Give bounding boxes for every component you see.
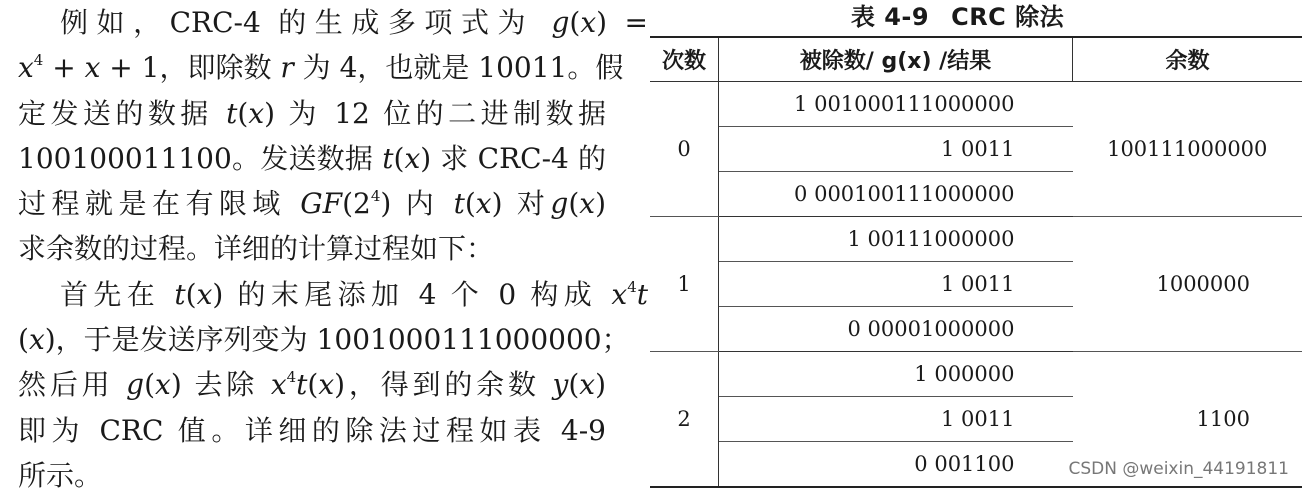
text-span: ( (464, 187, 476, 221)
text-line (18, 408, 606, 453)
text-span: 然后用 (18, 368, 127, 402)
math-var: t (382, 141, 394, 175)
text-line (18, 272, 648, 317)
math-var: t (296, 368, 308, 402)
watermark: CSDN @weixin_44191811 (1068, 459, 1289, 479)
text-span: 求余数的过程。详细的计算过程如下： (18, 232, 495, 266)
math-var: x (611, 277, 628, 311)
superscript: 4 (286, 368, 297, 387)
text-span: 首先在 (60, 277, 175, 311)
math-var: g (550, 187, 569, 221)
text-span: ) (595, 187, 607, 221)
remainder-cell: 1000000 (1073, 217, 1303, 352)
header-dividend: 被除数/ g(x) /结果 (719, 37, 1073, 82)
text-line (18, 136, 606, 181)
text-span: 过程就是在有限域 (18, 187, 301, 221)
table-row (650, 82, 1302, 127)
step-index: 2 (650, 352, 719, 488)
text-line (18, 362, 606, 407)
text-span: ) 去除 (170, 368, 271, 402)
text-span: 100100011100。发送数据 (18, 141, 383, 175)
divisor-cell: 1 0011 (719, 262, 1073, 307)
math-var: g (551, 6, 570, 39)
math-var: x (318, 368, 335, 402)
text-line (18, 453, 618, 498)
header-remainder: 余数 (1073, 37, 1303, 82)
superscript: 4 (370, 187, 381, 206)
table-header-row (650, 37, 1302, 82)
text-span: ) 为 12 位的二进制数据 (264, 96, 606, 130)
text-span: ( (18, 323, 29, 357)
math-var: y (552, 368, 569, 402)
dividend-cell: 1 00111000000 (719, 217, 1073, 262)
remainder-cell: 1100 (1073, 352, 1303, 488)
text-span: ) 对 (491, 187, 551, 221)
table-caption (610, 0, 1305, 36)
table-number: 表 4-9 (850, 3, 930, 31)
math-var: x (84, 51, 101, 85)
math-var: x (248, 96, 265, 130)
text-span: 例如，CRC-4 的生成多项式为 (60, 6, 552, 39)
crc-division-table (650, 36, 1302, 488)
text-span: + (43, 51, 85, 85)
crc-division-table-block (650, 0, 1305, 488)
text-span: ( (307, 368, 319, 402)
text-line (18, 181, 606, 226)
header-count: 次数 (650, 37, 719, 82)
text-span: ( (568, 368, 580, 402)
text-span: ) = (596, 6, 648, 39)
dividend-cell: 1 001000111000000 (719, 82, 1073, 127)
text-span: 所示。 (18, 458, 103, 492)
body-text (18, 0, 648, 498)
math-var: x (579, 368, 596, 402)
math-var: x (155, 368, 171, 402)
text-span: ( (568, 187, 580, 221)
math-var: x (580, 6, 597, 39)
text-span: + 1，即除数 (100, 51, 281, 85)
dividend-cell: 1 000000 (719, 352, 1073, 397)
text-span: ( (237, 96, 249, 130)
text-span: 为 4，也就是 10011。假 (293, 51, 624, 85)
math-var: r (280, 51, 294, 85)
math-var: x (28, 323, 45, 357)
remainder-cell: 100111000000 (1073, 82, 1303, 217)
text-span: ( (569, 6, 581, 39)
text-span: )，得到的余数 (334, 368, 553, 402)
math-var: t (636, 277, 648, 311)
result-cell: 0 001100 (914, 452, 1015, 476)
text-span: ( (185, 277, 197, 311)
text-line (18, 226, 618, 271)
math-var: x (18, 51, 34, 85)
paragraph-1 (18, 0, 648, 272)
text-span: ) 求 CRC-4 的 (420, 141, 606, 175)
table-name: CRC 除法 (951, 3, 1065, 31)
divisor-cell: 1 0011 (719, 397, 1073, 442)
math-var: t (174, 277, 186, 311)
superscript: 4 (33, 51, 44, 70)
paragraph-2 (18, 272, 648, 498)
text-span: )，于是发送序列变为 1001000111000000； (44, 323, 630, 357)
math-var: g (126, 368, 145, 402)
math-var: t (226, 96, 238, 130)
text-span: 定发送的数据 (18, 96, 227, 130)
math-var: t (453, 187, 465, 221)
math-var: x (579, 187, 596, 221)
math-var: x (196, 277, 213, 311)
text-span: ) 的末尾添加 4 个 0 构成 (212, 277, 612, 311)
math-var: x (404, 141, 421, 175)
math-var: x (475, 187, 492, 221)
text-line (18, 91, 606, 136)
text-span: ( (393, 141, 405, 175)
text-span: ) 内 (380, 187, 454, 221)
result-cell: 0 00001000000 (719, 307, 1073, 352)
divisor-cell: 1 0011 (719, 127, 1073, 172)
math-var: GF (300, 187, 343, 221)
text-span: (2 (342, 187, 371, 221)
text-line (18, 0, 648, 45)
superscript: 4 (627, 277, 637, 296)
step-index: 0 (650, 82, 719, 217)
text-line (18, 317, 630, 362)
text-line (18, 45, 624, 90)
math-var: x (270, 368, 287, 402)
text-span: 即为 CRC 值。详细的除法过程如表 4-9 (18, 413, 606, 447)
text-span: ) (595, 368, 606, 402)
table-row (650, 217, 1302, 262)
table-row (650, 352, 1302, 397)
text-span: ( (144, 368, 156, 402)
result-cell: 0 000100111000000 (719, 172, 1073, 217)
step-index: 1 (650, 217, 719, 352)
